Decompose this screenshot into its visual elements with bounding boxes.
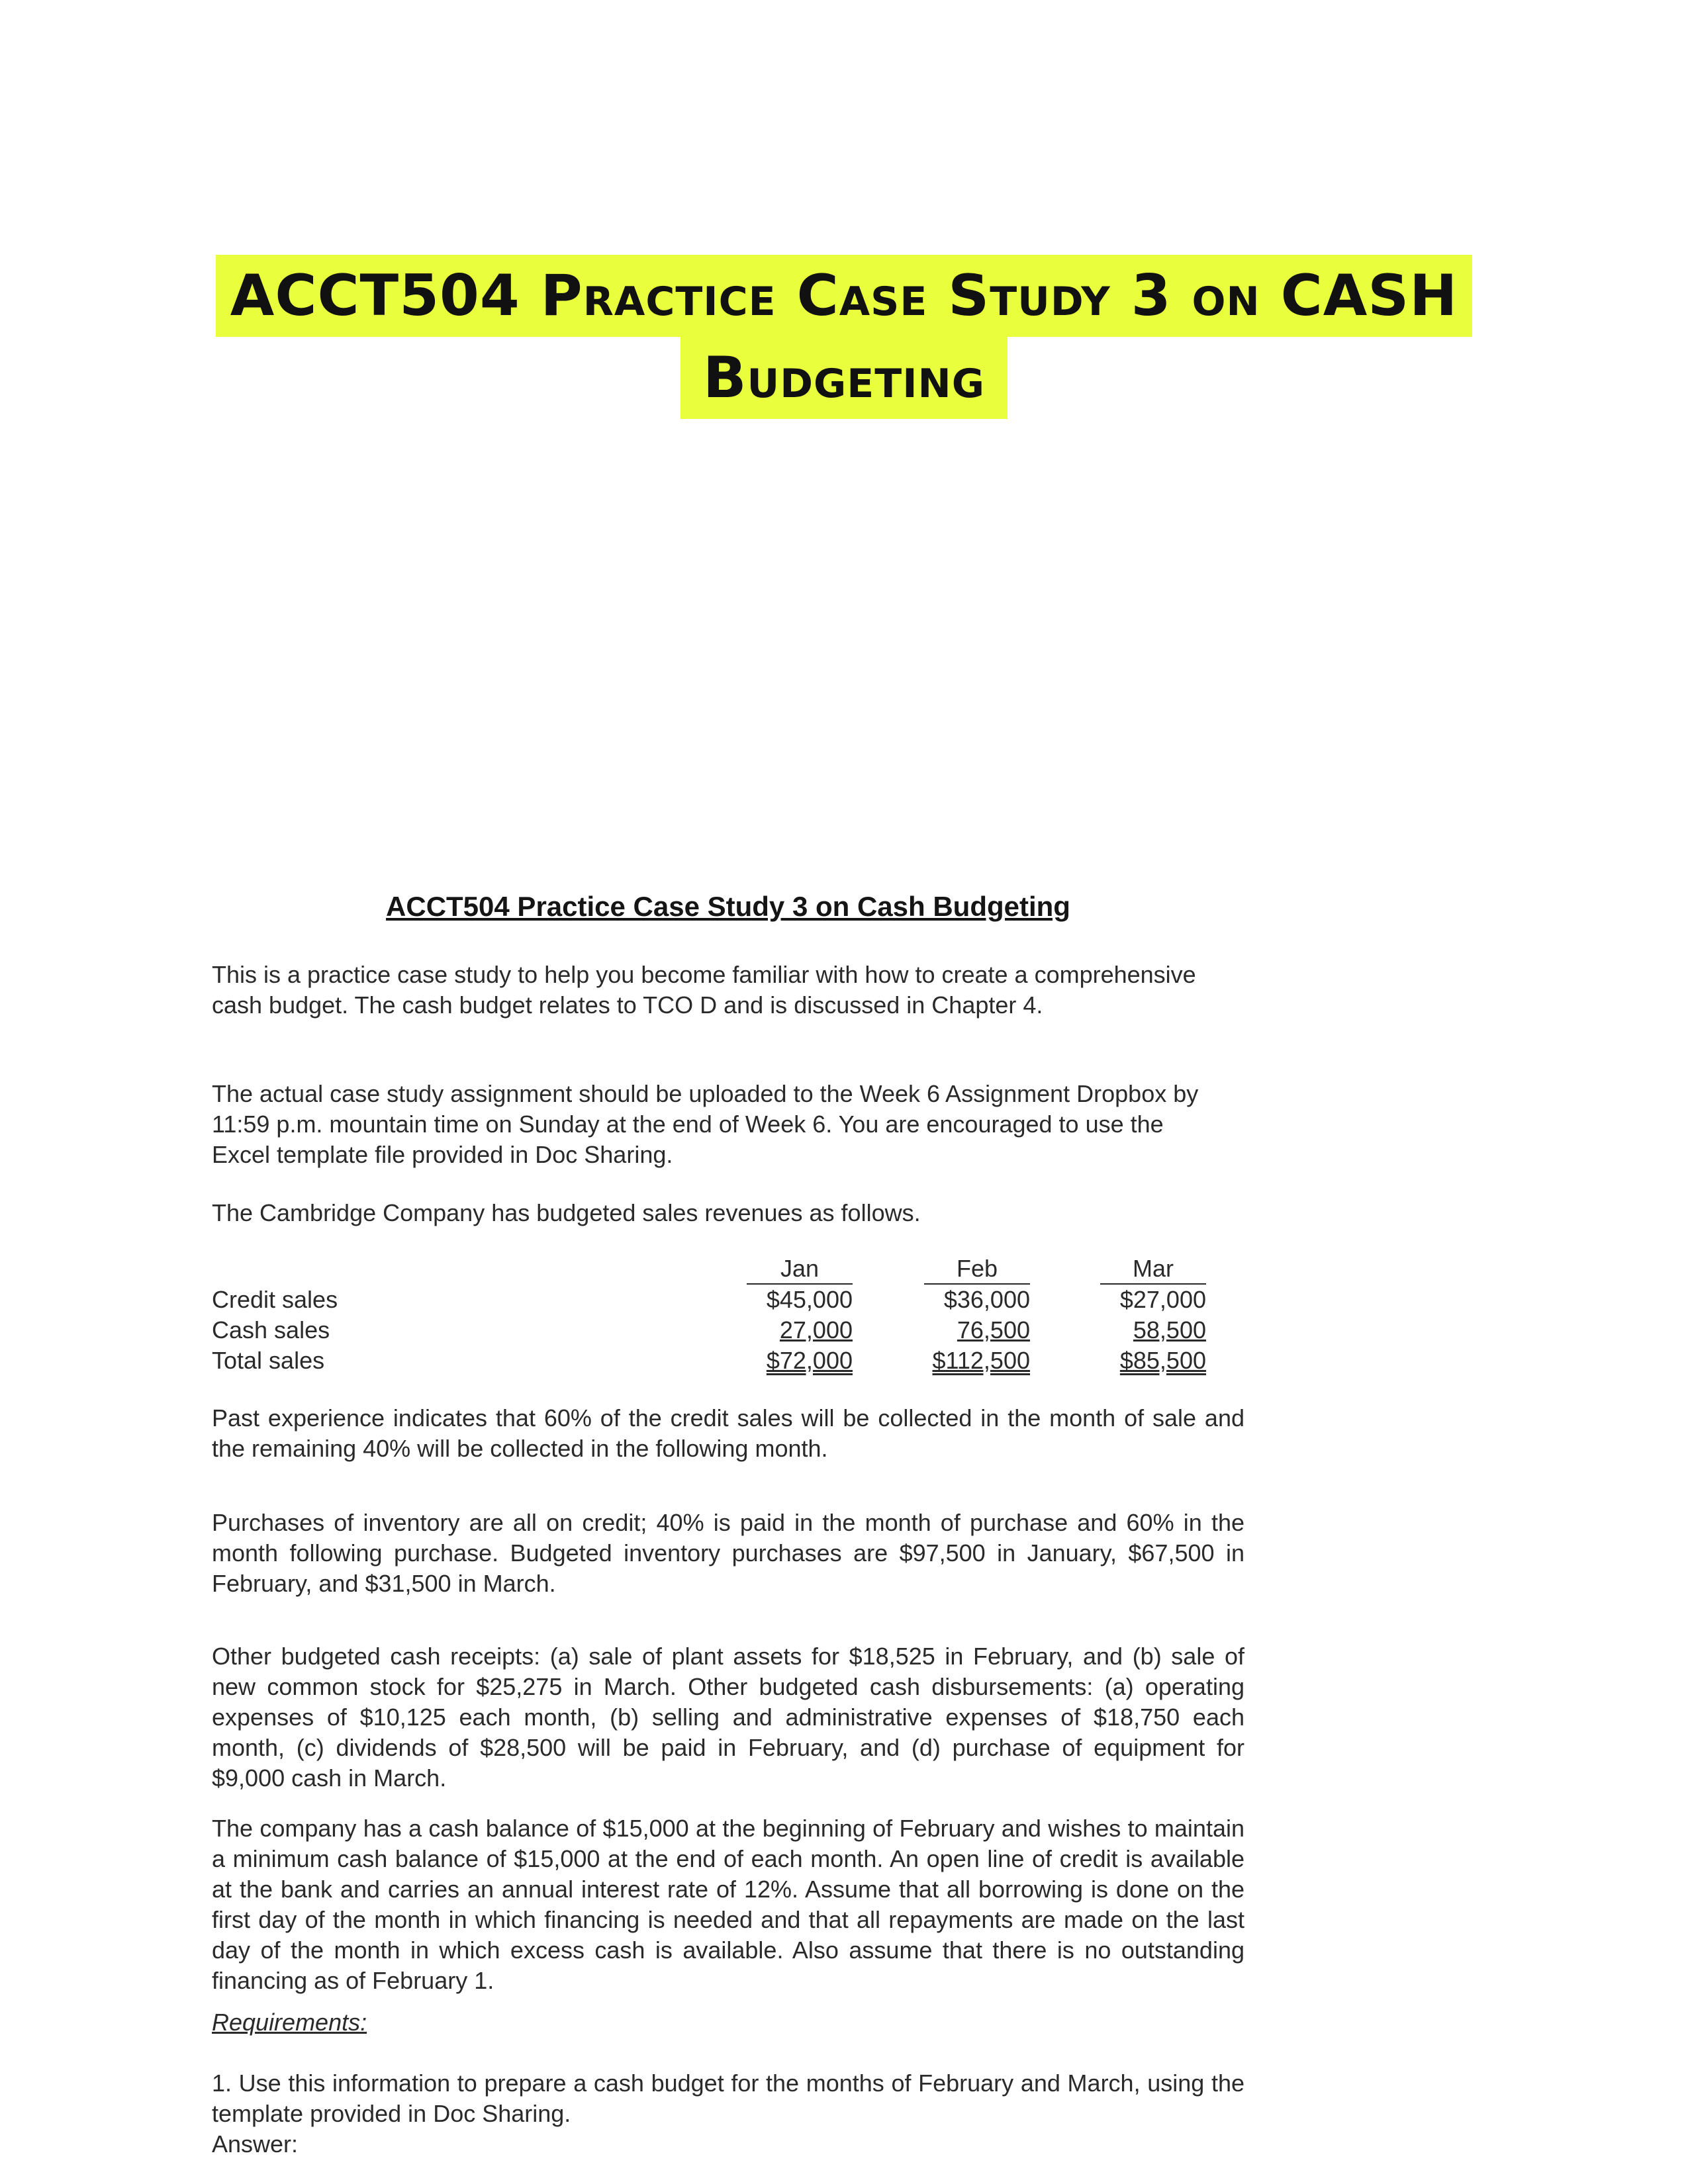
requirement-1: 1. Use this information to prepare a cash budget for the months of February and March, using the template provided in Doc Sharing. [212,2070,1244,2127]
document-title: ACCT504 Practice Case Study 3 on Cash Budgeting [386,891,1070,922]
row-label-cash-sales: Cash sales [212,1316,330,1343]
table-cell: 27,000 [779,1316,853,1343]
column-header-feb: Feb [924,1254,1030,1285]
table-cell: $45,000 [766,1286,853,1313]
column-header-jan: Jan [747,1254,853,1285]
table-cell: $36,000 [943,1286,1030,1313]
purchases-paragraph: Purchases of inventory are all on credit; 40% is paid in the month of purchase and 60% in the month following purchase. Budgeted inventory purchases are $97,500 in January, $67,500 in February, and $31,500 in March. [212,1509,1244,1597]
row-label-total-sales: Total sales [212,1347,325,1374]
requirements-heading: Requirements: [212,2009,367,2036]
column-header-mar: Mar [1100,1254,1206,1285]
answer-label: Answer: [212,2130,299,2158]
intro-paragraph: This is a practice case study to help you become familiar with how to create a comprehensive cash budget. The cash budget relates to TCO D and is discussed in Chapter 4. [212,961,1196,1019]
assignment-paragraph: The actual case study assignment should be uploaded to the Week 6 Assignment Dropbox by 11:59 p.m. mountain time on Sunday at the end of Week 6. You are encouraged to use the Excel template file provided in Doc Sharing. [212,1080,1199,1168]
table-cell: $112,500 [932,1347,1030,1374]
other-cash-paragraph: Other budgeted cash receipts: (a) sale of plant assets for $18,525 in February, and (b) sale of new common stock for $25,275 in March. Other budgeted cash disbursements: (a) operating expenses of $10,125 each month, (b) selling and administrative expenses of $18,750 each month, (c) dividends of $28,500 will be paid in February, and (d) purchase of equipment for $9,000 cash in March. [212,1643,1244,1792]
banner-title-line-1: ACCT504 Practice Case Study 3 on CASH [216,255,1472,337]
cash-balance-paragraph: The company has a cash balance of $15,000 at the beginning of February and wishes to maintain a minimum cash balance of $15,000 at the end of each month. An open line of credit is available at the bank and carries an annual interest rate of 12%. Assume that all borrowing is done on the first day of the month in which financing is needed and that all repayments are made on the last day of the month in which excess cash is available. Also assume that there is no outstanding financing as of February 1. [212,1815,1244,1994]
collections-paragraph: Past experience indicates that 60% of the credit sales will be collected in the month of sale and the remaining 40% will be collected in the following month. [212,1404,1244,1462]
table-cell: $72,000 [766,1347,853,1374]
table-cell: $27,000 [1119,1286,1206,1313]
row-label-credit-sales: Credit sales [212,1286,338,1313]
banner-title [0,255,1688,419]
sales-intro-paragraph: The Cambridge Company has budgeted sales revenues as follows. [212,1199,921,1226]
table-cell: 76,500 [957,1316,1030,1343]
table-cell: $85,500 [1119,1347,1206,1374]
sales-table [212,1254,1205,1387]
table-cell: 58,500 [1133,1316,1206,1343]
banner-title-line-2: Budgeting [680,337,1008,419]
